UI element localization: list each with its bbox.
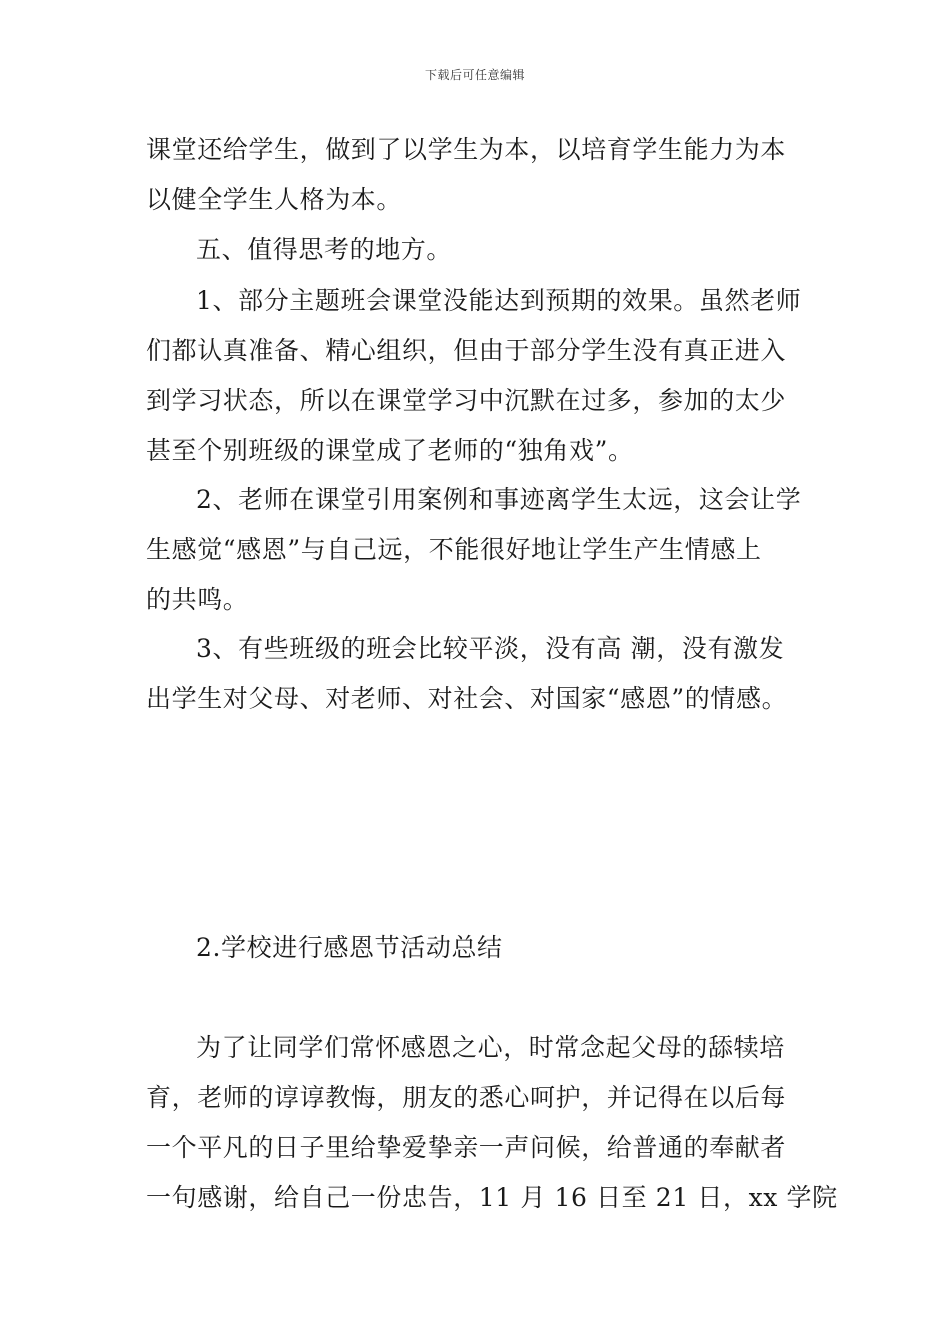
intro-line-1: 课堂还给学生，做到了以学生为本，以培育学生能力为本 bbox=[146, 135, 787, 164]
page-header-note: 下载后可任意编辑 bbox=[424, 68, 525, 82]
point1-line-4: 甚至个别班级的课堂成了老师的“独角戏”。 bbox=[146, 436, 634, 465]
point2-line-2: 生感觉“感恩”与自己远，不能很好地让学生产生情感上 bbox=[146, 535, 762, 564]
section2-paragraph-line-3: 一个平凡的日子里给挚爱挚亲一声问候，给普通的奉献者 bbox=[146, 1133, 787, 1162]
section2-paragraph-line-1: 为了让同学们常怀感恩之心，时常念起父母的舔犊培 bbox=[196, 1033, 785, 1062]
section2-paragraph-line-2: 育，老师的谆谆教悔，朋友的悉心呵护，并记得在以后每 bbox=[146, 1083, 787, 1112]
point2-line-1: 2、老师在课堂引用案例和事迹离学生太远，这会让学 bbox=[196, 485, 802, 514]
point1-line-2: 们都认真准备、精心组织，但由于部分学生没有真正进入 bbox=[146, 336, 787, 365]
section2-title: 2.学校进行感恩节活动总结 bbox=[196, 933, 503, 962]
section-heading: 五、值得思考的地方。 bbox=[196, 235, 453, 264]
point1-line-3: 到学习状态，所以在课堂学习中沉默在过多，参加的太少 bbox=[146, 386, 787, 415]
point2-line-3: 的共鸣。 bbox=[146, 585, 249, 614]
intro-line-2: 以健全学生人格为本。 bbox=[146, 185, 403, 214]
point1-line-1: 1、部分主题班会课堂没能达到预期的效果。虽然老师 bbox=[196, 286, 802, 315]
point3-line-1: 3、有些班级的班会比较平淡，没有高 潮，没有激发 bbox=[196, 634, 785, 663]
point3-line-2: 出学生对父母、对老师、对社会、对国家“感恩”的情感。 bbox=[146, 684, 788, 713]
section2-paragraph-line-4: 一句感谢，给自己一份忠告，11 月 16 日至 21 日，xx 学院 bbox=[146, 1183, 838, 1212]
